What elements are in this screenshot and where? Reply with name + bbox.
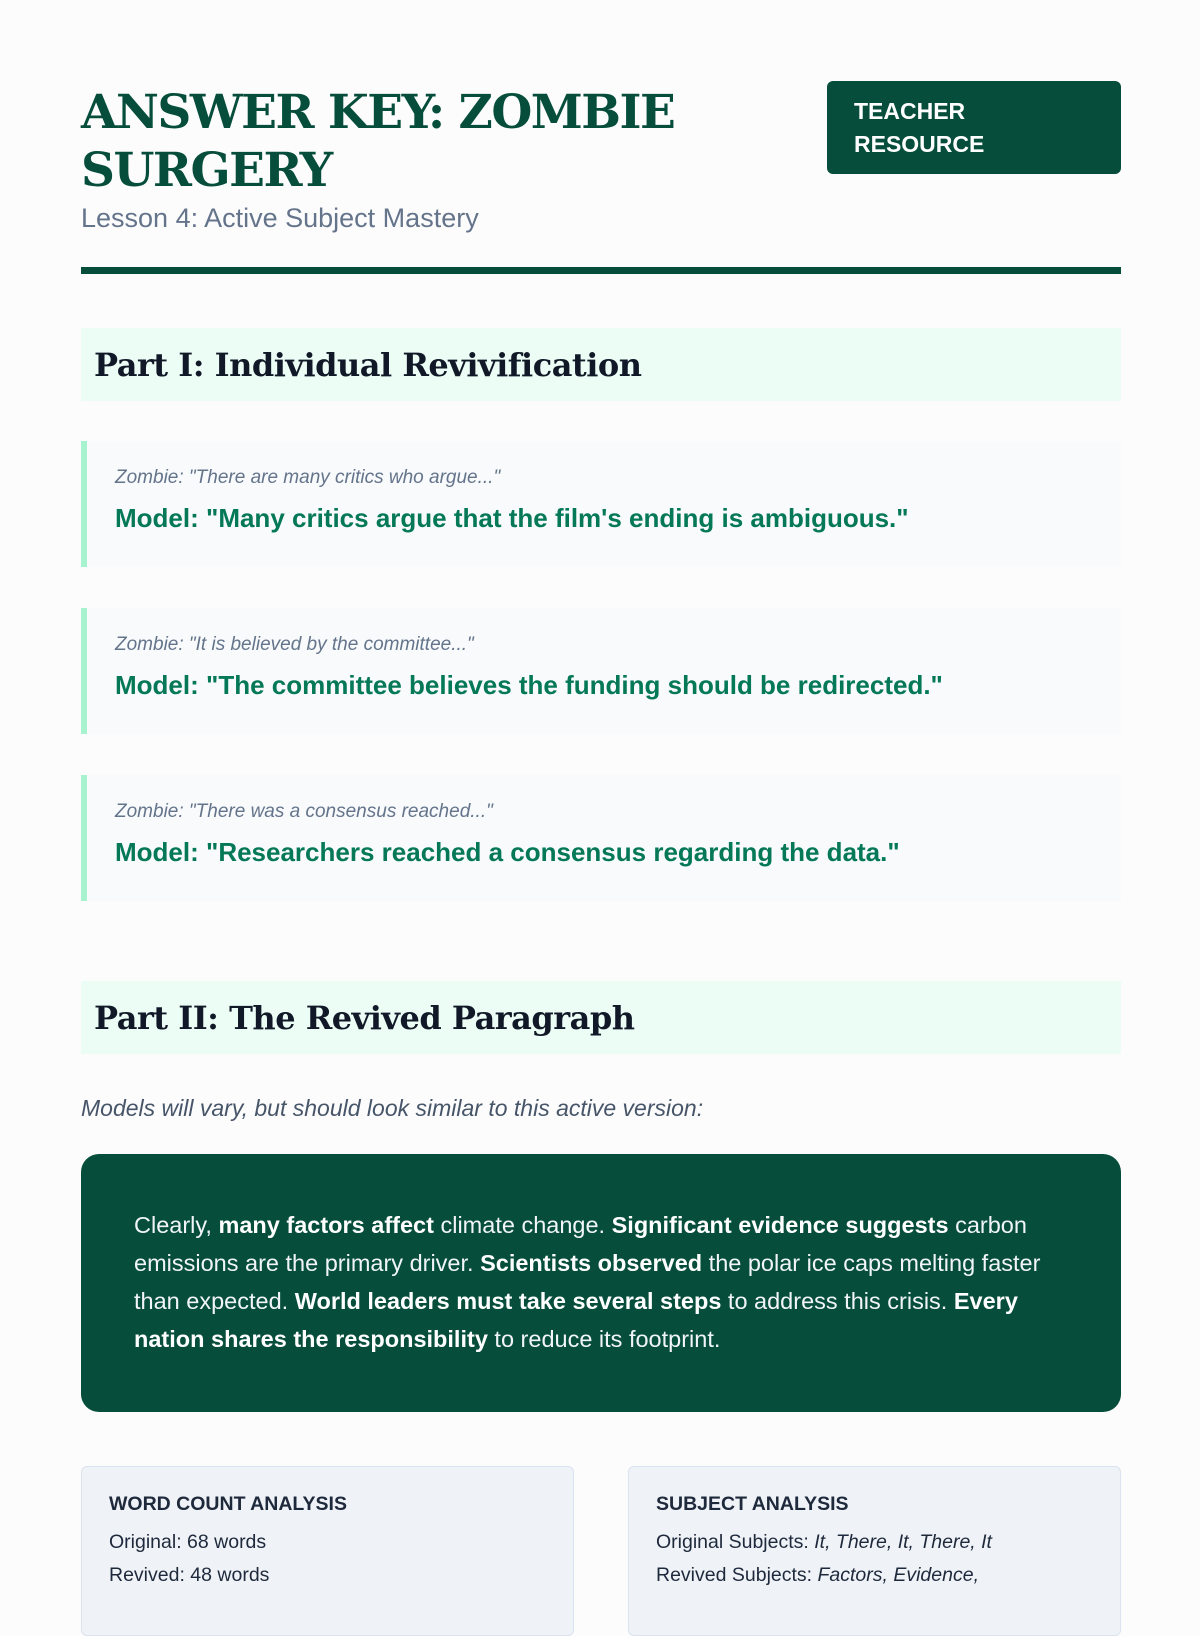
header bbox=[81, 0, 1121, 275]
model-sentence: Model: "The committee believes the funding should be redirected." bbox=[115, 670, 943, 700]
model-card-3 bbox=[81, 775, 1121, 901]
paragraph-text: carbon emissions are the primary driver. bbox=[134, 1212, 1027, 1276]
active-subject-phrase: Scientists observed bbox=[480, 1250, 703, 1276]
model-sentence: Model: "Many critics argue that the film's ending is ambiguous." bbox=[115, 503, 909, 533]
paragraph-text: Clearly, bbox=[134, 1212, 219, 1238]
paragraph-text: to reduce its footprint. bbox=[487, 1326, 721, 1352]
subject-analysis bbox=[628, 1466, 1121, 1636]
revived-subjects-values: Factors, Evidence, bbox=[817, 1564, 979, 1586]
zombie-sentence: Zombie: "It is believed by the committee..." bbox=[115, 634, 474, 655]
instruction-text: Models will vary, but should look similar to this active version: bbox=[81, 1095, 704, 1121]
original-subjects bbox=[656, 1526, 1093, 1559]
paragraph-text: climate change. bbox=[433, 1212, 612, 1238]
header-divider bbox=[81, 267, 1121, 274]
revived-word-count: Revived: 48 words bbox=[109, 1564, 270, 1586]
revived-subjects-label: Revived Subjects: bbox=[656, 1564, 818, 1586]
active-subject-phrase: many factors affect bbox=[218, 1212, 434, 1238]
original-subjects-values: It, There, It, There, It bbox=[814, 1531, 992, 1553]
model-card-2 bbox=[81, 608, 1121, 734]
zombie-sentence: Zombie: "There was a consensus reached..." bbox=[115, 801, 493, 822]
active-subject-phrase: Every nation shares the responsibility bbox=[134, 1288, 1018, 1352]
page-title: ANSWER KEY: ZOMBIE SURGERY bbox=[81, 85, 675, 198]
paragraph-text: the polar ice caps melting faster than expected. bbox=[134, 1250, 1041, 1314]
teacher-resource-badge: TEACHER RESOURCE bbox=[827, 81, 1121, 174]
active-subject-phrase: World leaders must take several steps bbox=[294, 1288, 722, 1314]
paragraph-text: to address this crisis. bbox=[721, 1288, 954, 1314]
original-subjects-label: Original Subjects: bbox=[656, 1531, 815, 1553]
zombie-sentence: Zombie: "There are many critics who argue..." bbox=[115, 467, 501, 488]
active-subject-phrase: Significant evidence suggests bbox=[611, 1212, 949, 1238]
subject-analysis-heading: SUBJECT ANALYSIS bbox=[656, 1493, 849, 1515]
page-subtitle: Lesson 4: Active Subject Mastery bbox=[81, 203, 479, 233]
part-1-heading: Part I: Individual Revivification bbox=[81, 328, 1121, 401]
word-count-heading: WORD COUNT ANALYSIS bbox=[109, 1493, 347, 1515]
original-word-count: Original: 68 words bbox=[109, 1531, 267, 1553]
word-count-analysis bbox=[81, 1466, 574, 1636]
part-2-heading: Part II: The Revived Paragraph bbox=[81, 981, 1121, 1054]
model-sentence: Model: "Researchers reached a consensus regarding the data." bbox=[115, 837, 900, 867]
revived-paragraph bbox=[81, 1154, 1121, 1412]
answer-key-page bbox=[81, 0, 1121, 1586]
revived-subjects bbox=[656, 1559, 1093, 1592]
model-card-1 bbox=[81, 441, 1121, 567]
